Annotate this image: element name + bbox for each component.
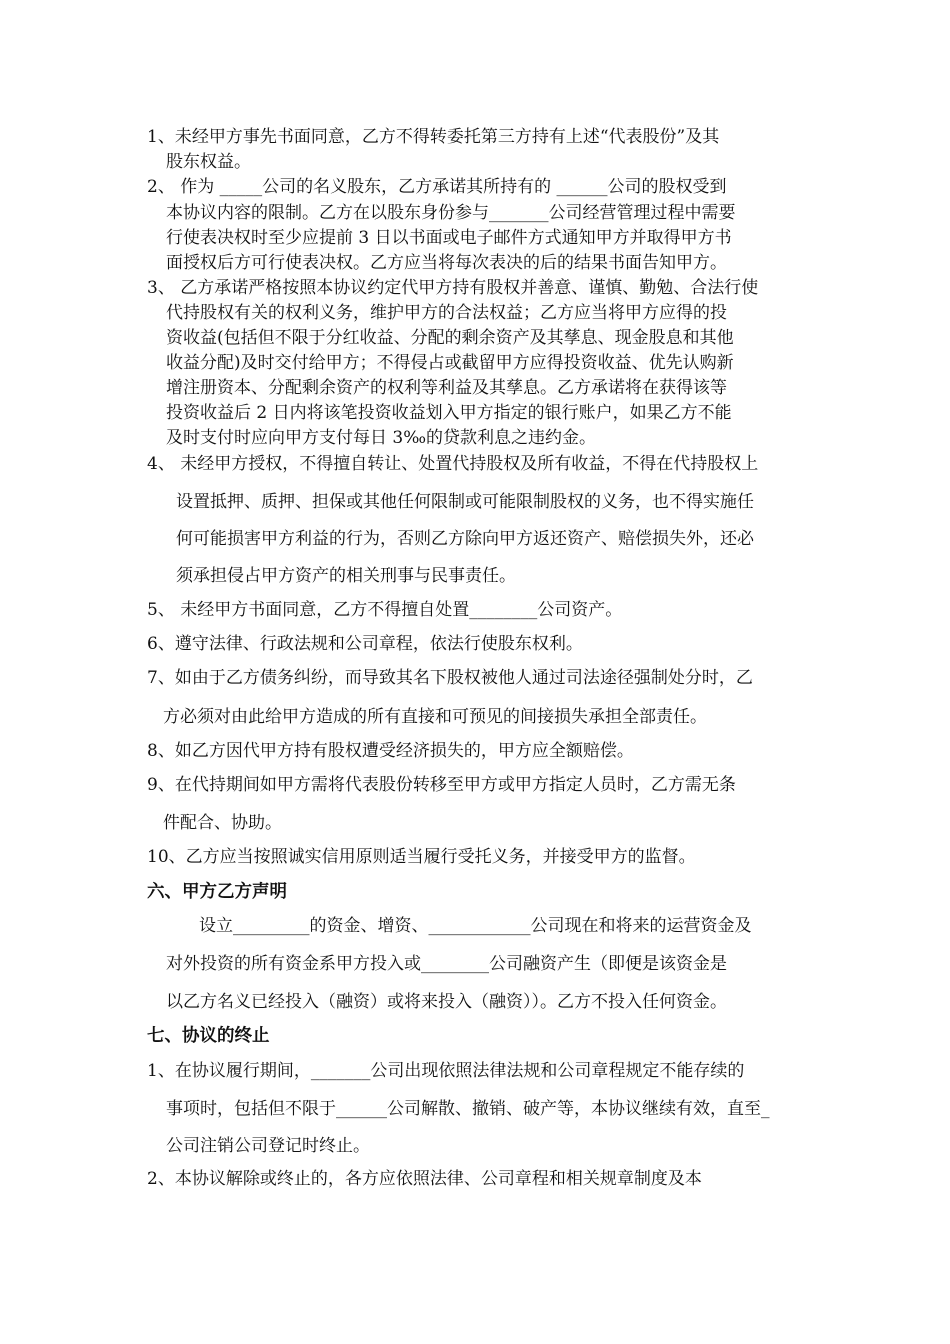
clause-1-line-1: 1、未经甲方事先书面同意，乙方不得转委托第三方持有上述“代表股份”及其 [147, 127, 720, 147]
termination-1-line-1: 1、在协议履行期间，_______公司出现依照法律法规和公司章程规定不能存续的 [147, 1061, 745, 1081]
clause-3-line-6: 投资收益后 2 日内将该笔投资收益划入甲方指定的银行账户，如果乙方不能 [166, 403, 732, 423]
declaration-line-1: 设立_________的资金、增资、____________公司现在和将来的运营资金及 [199, 916, 752, 936]
clause-2-line-4: 面授权后方可行使表决权。乙方应当将每次表决的后的结果书面告知甲方。 [166, 253, 727, 273]
clause-2-line-1: 2、 作为 _____公司的名义股东，乙方承诺其所持有的 ______公司的股权受到 [147, 177, 727, 197]
clause-3-line-1: 3、 乙方承诺严格按照本协议约定代甲方持有股权并善意、谨慎、勤勉、合法行使 [147, 278, 759, 298]
clause-3-line-5: 增注册资本、分配剩余资产的权利等利益及其孳息。乙方承诺将在获得该等 [166, 378, 727, 398]
clause-1-line-2: 股东权益。 [166, 152, 251, 172]
clause-2-line-2: 本协议内容的限制。乙方在以股东身份参与_______公司经营管理过程中需要 [166, 203, 736, 223]
termination-1-line-3: 公司注销公司登记时终止。 [166, 1136, 370, 1156]
clause-10-line-1: 10、乙方应当按照诚实信用原则适当履行受托义务，并接受甲方的监督。 [147, 847, 696, 867]
section-6-heading: 六、甲方乙方声明 [147, 882, 287, 902]
declaration-line-2: 对外投资的所有资金系甲方投入或________公司融资产生（即便是该资金是 [166, 954, 727, 974]
clause-3-line-3: 资收益(包括但不限于分红收益、分配的剩余资产及其孳息、现金股息和其他 [166, 328, 734, 348]
section-7-heading: 七、协议的终止 [147, 1026, 270, 1046]
clause-3-line-2: 代持股权有关的权利义务，维护甲方的合法权益；乙方应当将甲方应得的投 [166, 303, 727, 323]
clause-4-line-4: 须承担侵占甲方资产的相关刑事与民事责任。 [176, 566, 516, 586]
clause-4-line-1: 4、 未经甲方授权，不得擅自转让、处置代持股权及所有收益，不得在代持股权上 [147, 454, 759, 474]
clause-3-line-7: 及时支付时应向甲方支付每日 3‰的贷款利息之违约金。 [166, 428, 597, 448]
declaration-line-3: 以乙方名义已经投入（融资）或将来投入（融资））。乙方不投入任何资金。 [166, 992, 727, 1012]
clause-9-line-1: 9、在代持期间如甲方需将代表股份转移至甲方或甲方指定人员时，乙方需无条 [147, 775, 736, 795]
clause-9-line-2: 件配合、协助。 [163, 813, 282, 833]
clause-7-line-2: 方必须对由此给甲方造成的所有直接和可预见的间接损失承担全部责任。 [163, 707, 707, 727]
termination-1-line-2: 事项时，包括但不限于______公司解散、撤销、破产等，本协议继续有效，直至_ [166, 1099, 770, 1119]
clause-3-line-4: 收益分配)及时交付给甲方；不得侵占或截留甲方应得投资收益、优先认购新 [166, 353, 734, 373]
clause-4-line-3: 何可能损害甲方利益的行为，否则乙方除向甲方返还资产、赔偿损失外，还必 [176, 529, 754, 549]
clause-4-line-2: 设置抵押、质押、担保或其他任何限制或可能限制股权的义务，也不得实施任 [176, 492, 754, 512]
clause-5-line-1: 5、 未经甲方书面同意，乙方不得擅自处置________公司资产。 [147, 600, 623, 620]
termination-2-line-1: 2、本协议解除或终止的，各方应依照法律、公司章程和相关规章制度及本 [147, 1169, 702, 1189]
clause-7-line-1: 7、如由于乙方债务纠纷，而导致其名下股权被他人通过司法途径强制处分时，乙 [147, 668, 753, 688]
clause-6-line-1: 6、遵守法律、行政法规和公司章程，依法行使股东权利。 [147, 634, 583, 654]
clause-2-line-3: 行使表决权时至少应提前 3 日以书面或电子邮件方式通知甲方并取得甲方书 [166, 228, 732, 248]
clause-8-line-1: 8、如乙方因代甲方持有股权遭受经济损失的，甲方应全额赔偿。 [147, 741, 634, 761]
